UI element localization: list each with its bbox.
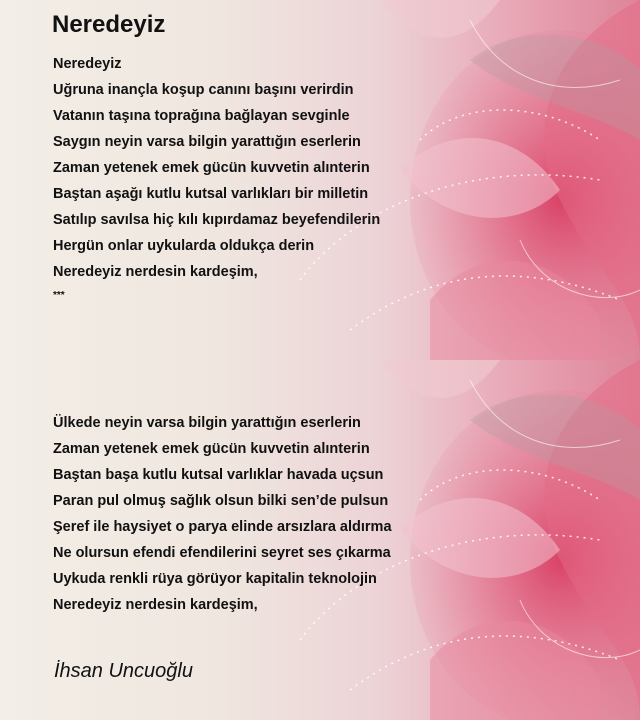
poem-line: Paran pul olmuş sağlık olsun bilki sen’de pulsun	[53, 493, 389, 509]
poem-line: Hergün onlar uykularda oldukça derin	[53, 238, 315, 254]
author-name: İhsan Uncuoğlu	[54, 660, 193, 682]
poem-line: Satılıp savılsa hiç kılı kıpırdamaz beyefendilerin	[53, 212, 381, 228]
poem-line: Uğruna inançla koşup canını başını verirdin	[53, 82, 354, 98]
poem-line: Şeref ile haysiyet o parya elinde arsızlara aldırma	[53, 519, 392, 535]
poem-line: Neredeyiz	[53, 56, 122, 72]
poem-line: Zaman yetenek emek gücün kuvvetin alınterin	[53, 441, 370, 457]
poem-line: Neredeyiz nerdesin kardeşim,	[53, 597, 258, 613]
poem-line: Vatanın taşına toprağına bağlayan sevginle	[53, 108, 350, 124]
stanza-separator: ***	[53, 290, 65, 301]
poem-line: Saygın neyin varsa bilgin yarattığın eserlerin	[53, 134, 361, 150]
poem-line: Uykuda renkli rüya görüyor kapitalin teknolojin	[53, 571, 377, 587]
poem-line: Baştan başa kutlu kutsal varlıklar havada uçsun	[53, 467, 384, 483]
poem-line: Zaman yetenek emek gücün kuvvetin alınterin	[53, 160, 370, 176]
poem-line: Ülkede neyin varsa bilgin yarattığın eserlerin	[53, 415, 361, 431]
stanza-two	[53, 414, 392, 622]
stanza-one	[53, 55, 380, 303]
poem-title: Neredeyiz	[52, 11, 166, 38]
poem-line: Neredeyiz nerdesin kardeşim,	[53, 264, 258, 280]
poem-line: Baştan aşağı kutlu kutsal varlıkları bir milletin	[53, 186, 369, 202]
poem-line: Ne olursun efendi efendilerini seyret ses çıkarma	[53, 545, 391, 561]
